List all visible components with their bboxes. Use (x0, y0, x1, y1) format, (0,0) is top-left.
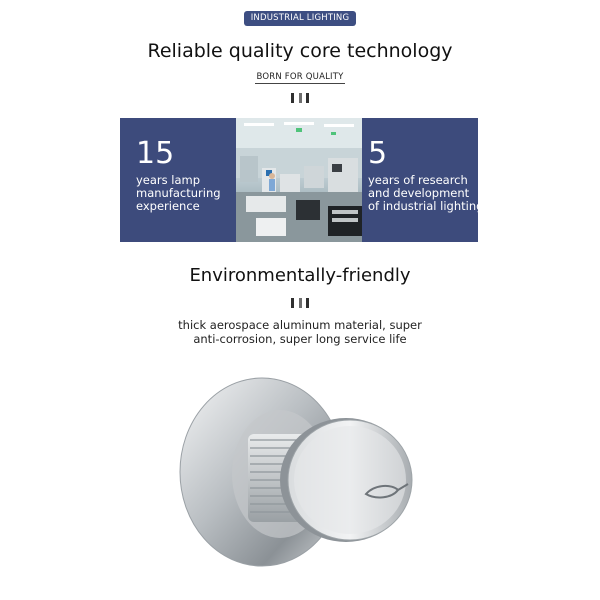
stat-right-line-2: and development (368, 186, 470, 200)
eco-line-1: thick aerospace aluminum material, super (178, 318, 422, 332)
factory-illustration (236, 118, 362, 242)
eco-line-2: anti-corrosion, super long service life (193, 332, 407, 346)
stat-right-line-3: of industrial lighting (368, 199, 484, 213)
factory-photo (236, 118, 362, 242)
stat-right-line-1: years of research (368, 173, 468, 187)
section-title-quality: Reliable quality core technology (147, 40, 453, 62)
stat-years-manufacturing-text (136, 174, 236, 213)
divider-bars-icon (291, 298, 309, 308)
section-subtitle: BORN FOR QUALITY (256, 72, 344, 82)
category-tag: INDUSTRIAL LIGHTING (244, 11, 356, 26)
lamp-illustration (170, 372, 430, 572)
divider-bars-icon (291, 93, 309, 103)
stat-left-line-2: manufacturing (136, 186, 221, 200)
high-bay-lamp-image (170, 372, 430, 572)
stat-years-research-number: 5 (368, 136, 388, 171)
stat-years-manufacturing-number: 15 (136, 136, 175, 171)
section-title-eco: Environmentally-friendly (189, 265, 411, 286)
stat-years-research-text (368, 173, 484, 213)
eco-description (150, 318, 450, 346)
stat-left-line-3: experience (136, 199, 200, 213)
stat-left-line-1: years lamp (136, 173, 201, 187)
